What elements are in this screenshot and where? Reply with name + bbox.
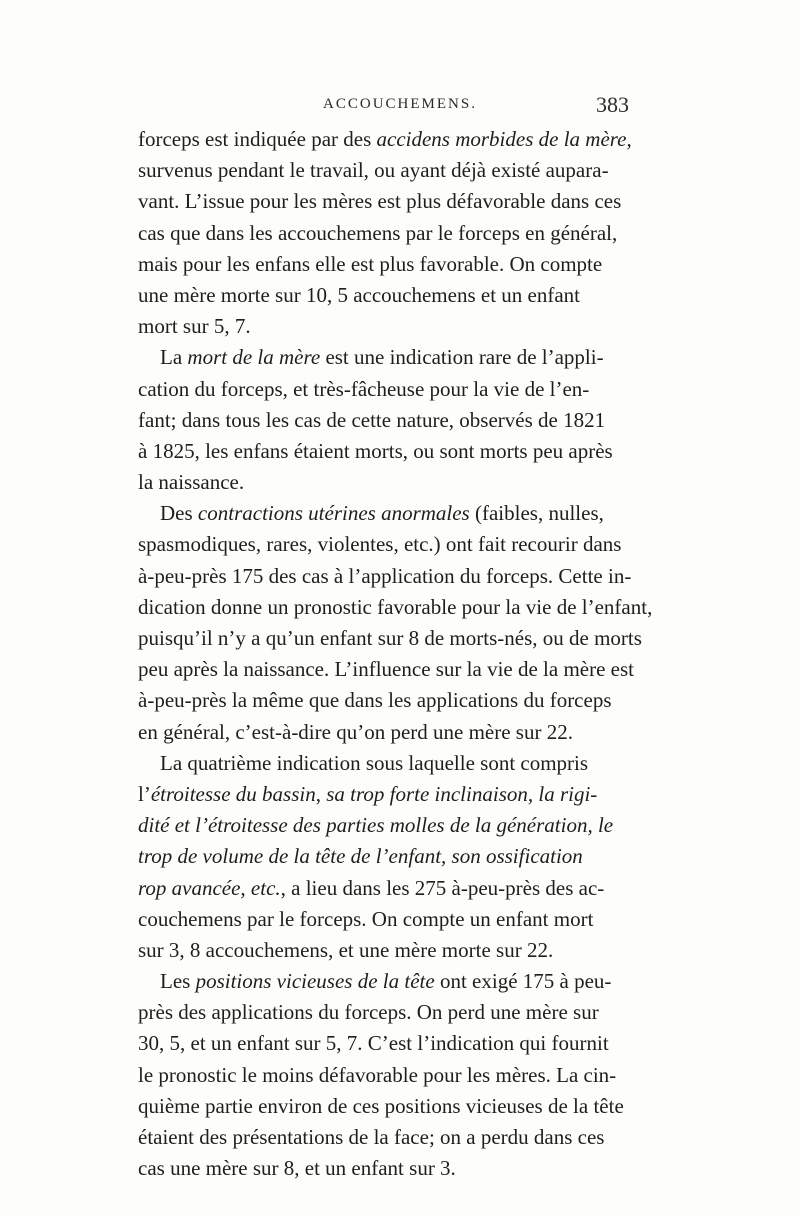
text-line: [138, 623, 664, 654]
text-segment: La: [160, 345, 188, 370]
text-segment: à 1825, les enfans étaient morts, ou sont morts peu après: [138, 438, 613, 463]
text-segment: en général, c’est-à-dire qu’on perd une mère sur 22.: [138, 719, 573, 744]
italic-text: trop de volume de la tête de l’enfant, son ossification: [138, 844, 583, 869]
paragraph: [138, 124, 664, 342]
text-segment: ,: [315, 781, 327, 806]
text-segment: spasmodiques, rares, violentes, etc.) ont fait recourir dans: [138, 532, 622, 557]
paragraph: [138, 966, 664, 1184]
body-text: [138, 124, 664, 1184]
text-line: [138, 748, 664, 779]
paragraph: [138, 498, 664, 748]
text-segment: Des: [160, 501, 198, 526]
text-line: [138, 1122, 664, 1153]
text-segment: le pronostic le moins défavorable pour les mères. La cin-: [138, 1062, 617, 1087]
page-number: 383: [596, 92, 629, 117]
text-line: [138, 280, 664, 311]
text-line: [138, 654, 664, 685]
text-line: [138, 873, 664, 904]
italic-text: étroitesse du bassin: [150, 781, 316, 806]
text-line: [138, 779, 664, 810]
text-line: [138, 218, 664, 249]
text-line: [138, 997, 664, 1028]
text-segment: , a lieu dans les 275 à-peu-près des ac-: [280, 875, 605, 900]
text-segment: (faibles, nulles,: [469, 501, 604, 526]
text-segment: cas que dans les accouchemens par le forceps en général,: [138, 220, 618, 245]
text-segment: à-peu-près 175 des cas à l’application du forceps. Cette in-: [138, 563, 632, 588]
text-line: [138, 467, 664, 498]
text-line: [138, 841, 664, 872]
text-segment: puisqu’il n’y a qu’un enfant sur 8 de morts-nés, ou de morts: [138, 626, 642, 650]
text-line: [138, 529, 664, 560]
running-title: ACCOUCHEMENS.: [323, 96, 477, 112]
text-line: [138, 935, 664, 966]
text-segment: près des applications du forceps. On perd une mère sur: [138, 1000, 599, 1025]
text-line: [138, 374, 664, 405]
text-segment: étaient des présentations de la face; on a perdu dans ces: [138, 1125, 605, 1149]
text-segment: l’: [138, 781, 151, 806]
text-segment: ont exigé 175 à peu-: [434, 969, 612, 994]
text-segment: La quatrième indication sous laquelle sont compris: [160, 750, 589, 775]
text-segment: la naissance.: [138, 470, 245, 495]
text-segment: mais pour les enfans elle est plus favorable. On compte: [138, 251, 603, 276]
text-segment: une mère morte sur 10, 5 accouchemens et un enfant: [138, 282, 580, 307]
text-line: [138, 249, 664, 280]
text-line: [138, 1153, 664, 1184]
text-segment: quième partie environ de ces positions vicieuses de la tête: [138, 1093, 624, 1118]
text-line: [138, 717, 664, 748]
text-line: [138, 155, 664, 186]
text-segment: 30, 5, et un enfant sur 5, 7. C’est l’indication qui fournit: [138, 1031, 609, 1056]
running-head: [0, 92, 800, 122]
text-line: [138, 904, 664, 935]
text-line: [138, 810, 664, 841]
text-line: [138, 1060, 664, 1091]
text-segment: vant. L’issue pour les mères est plus défavorable dans ces: [138, 189, 622, 214]
text-segment: mort sur 5, 7.: [138, 314, 251, 339]
italic-text: contractions utérines anormales: [197, 501, 470, 526]
paragraph: [138, 342, 664, 498]
text-line: [138, 311, 664, 342]
text-segment: Les: [160, 969, 196, 994]
paragraph: [138, 748, 664, 966]
text-line: [138, 966, 664, 997]
text-segment: sur 3, 8 accouchemens, et une mère morte sur 22.: [138, 937, 554, 962]
italic-text: mort de la mère: [187, 345, 321, 370]
text-segment: fant; dans tous les cas de cette nature, observés de 1821: [138, 407, 606, 432]
text-line: [138, 561, 664, 592]
italic-text: sa trop forte inclinaison, la rigi-: [326, 781, 598, 806]
text-line: [138, 405, 664, 436]
text-line: [138, 436, 664, 467]
italic-text: dité et l’étroitesse des parties molles de la génération, le: [138, 813, 614, 838]
text-segment: dication donne un pronostic favorable pour la vie de l’enfant,: [138, 594, 653, 619]
text-segment: survenus pendant le travail, ou ayant déjà existé aupara-: [138, 158, 609, 183]
text-segment: est une indication rare de l’appli-: [320, 345, 604, 370]
text-segment: couchemens par le forceps. On compte un enfant mort: [138, 906, 594, 931]
text-line: [138, 342, 664, 373]
text-line: [138, 186, 664, 217]
text-line: [138, 1091, 664, 1122]
italic-text: positions vicieuses de la tête: [195, 969, 435, 994]
italic-text: accidens morbides de la mère,: [376, 127, 632, 151]
text-line: [138, 685, 664, 716]
text-segment: à-peu-près la même que dans les applications du forceps: [138, 688, 612, 713]
text-line: [138, 498, 664, 529]
text-segment: cation du forceps, et très-fâcheuse pour la vie de l’en-: [138, 376, 590, 401]
text-line: [138, 124, 664, 155]
text-segment: peu après la naissance. L’influence sur la vie de la mère est: [138, 657, 635, 682]
text-segment: forceps est indiquée par des: [138, 127, 377, 151]
text-segment: cas une mère sur 8, et un enfant sur 3.: [138, 1156, 456, 1181]
text-line: [138, 1028, 664, 1059]
text-line: [138, 592, 664, 623]
italic-text: rop avancée, etc.: [138, 875, 281, 900]
